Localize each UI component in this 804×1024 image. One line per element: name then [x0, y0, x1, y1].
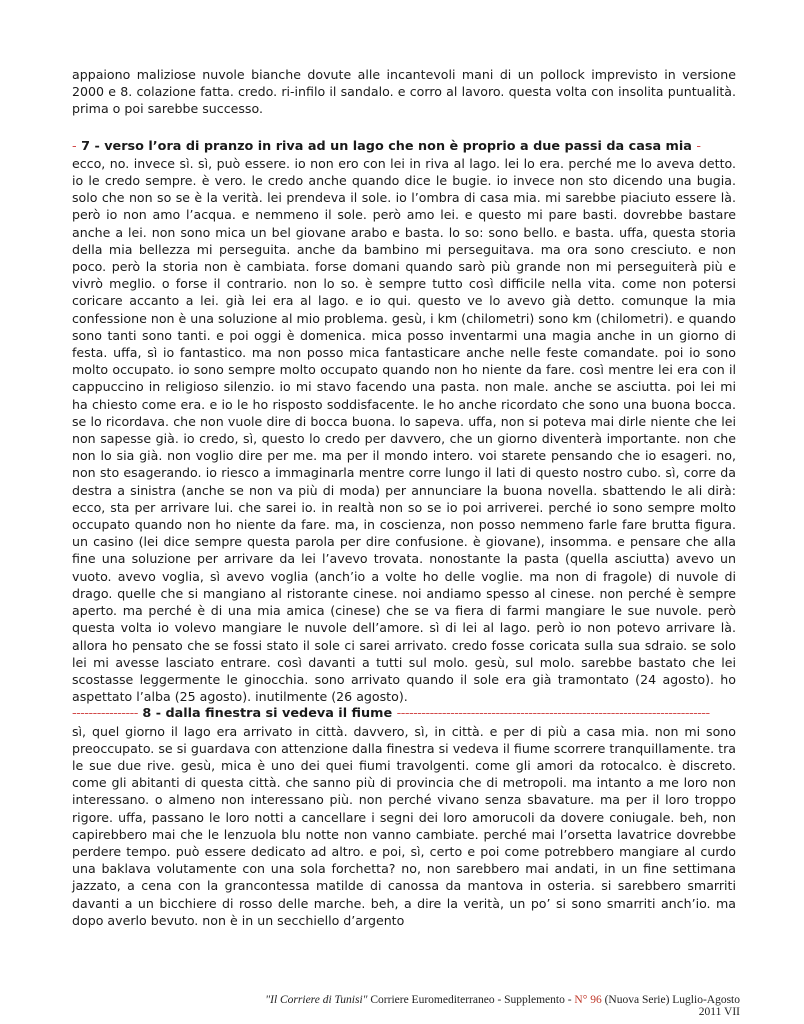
section-7-heading — [72, 138, 736, 155]
section-8-body-part-2: beh, non capirebbero mai che le lenzuola blu notte non vanno cambiate. perché mai l’orsetta lavatrice dovrebbe perdere tempo. può essere dedicato ad altro. e poi, sì, certo e poi come potrebbero mangiare al curdo una baklava volutamente con una sola forchetta? no, non sarebbero mai andati, in un fine settimana jazzato, a cena con la grancontessa matilde di canossa da mantova in osteria. si sarebbero smarriti davanti a un bicchiere di rosso delle marche. beh, a dire la verità, un po’ si sono smarriti anch’io. ma dopo averlo bevuto. non è in un secchiello d’argento — [72, 809, 736, 928]
intro-paragraph: appaiono maliziose nuvole bianche dovute alle incantevoli mani di un pollock imprevisto in versione 2000 e 8. colazione fatta. credo. ri-infilo il sandalo. e corro al lavoro. questa volta con insolita puntualità. prima o poi sarebbe successo. — [72, 67, 736, 117]
footer-text: Corriere Euromediterraneo - Supplemento - — [367, 994, 575, 1006]
footer-edition: (Nuova Serie) Luglio-Agosto 2011 VII — [601, 994, 740, 1018]
section-8-body — [72, 723, 736, 929]
section-7-prefix: - — [72, 138, 77, 154]
section-7-suffix: - — [696, 138, 702, 154]
section-7-title: 7 - verso l’ora di pranzo in riva ad un lago che non è proprio a due passi da casa mia — [81, 138, 692, 154]
section-8-title: 8 - dalla finestra si vedeva il fiume — [142, 706, 393, 722]
footer-issue-number: N° 96 — [574, 994, 602, 1006]
section-8-body-part-1: sì, quel giorno il lago era arrivato in città. davvero, sì, in città. e per di più a casa mia. non mi sono preoccupato. se si guardava con attenzione dalla finestra si vedeva il fiume scorrere tranquillamente. tra le sue due rive. gesù, mica è uno dei quei fiumi travolgenti. come gli amori da rotocalco. è discreto. come gli abitanti di questa città. che sanno più di provincia che di metropoli. ma intanto a me loro non interessano. o almeno non interessano più. non perché vivano senza sbavature. ma per il loro troppo rigore. uffa, passano le loro notti a cancellare i segni dei loro — [72, 723, 736, 825]
page-footer — [250, 994, 740, 1018]
footer-publication-title: "Il Corriere di Tunisi" — [265, 994, 368, 1006]
section-8-rule-left: ---------------- — [72, 706, 138, 722]
section-8-heading — [72, 705, 736, 722]
section-8-rule-right: ---------------------------------------------------------------------------- — [396, 706, 710, 722]
article-page — [72, 66, 736, 929]
section-7-body: ecco, no. invece sì. sì, può essere. io non ero con lei in riva al lago. lei lo era. perché me lo aveva detto. io le credo sempre. è vero. le credo anche quando dice le bugie. io invece non sto dicendo una bugia. solo che non so se è la verità. lei prendeva il sole. io l’ombra di casa mia. mi sarebbe piaciuto essere là. però io non amo l’acqua. e nemmeno il sole. però amo lei. e questo mi pare basti. dovrebbe bastare anche a lei. non sono mica un bel giovane arabo e basta. lo so: sono bello. e basta. uffa, questa storia della mia bellezza mi perseguita. anche da bambino mi perseguitava. ma ora sono cresciuto. e non poco. però la storia non è cambiata. forse domani quando sarò più grande non mi perseguiterà più e vivrò meglio. o forse il contrario. non lo so. è sempre tutto così difficile nella vita. come non potersi coricare accanto a lei. già lei era al lago. e io qui. questo ve lo avevo già detto. comunque la mia confessione non è una soluzione al mio problema. gesù, i km (chilometri) sono km (chilometri). e quando sono tanti sono tanti. e poi oggi è domenica. mica posso inventarmi una magia anche in un giorno di festa. uffa, sì io fantastico. ma non posso mica fantasticare anche nelle feste comandate. poi io sono molto occupato. io sono sempre molto occupato quando non ho niente da fare. così mentre lei era con il cappuccino in religioso silenzio. io mi stavo facendo una pasta. non male. anche se asciutta. poi lei mi ha chiesto come era. e io le ho risposto soddisfacente. le ho anche ricordato che sono una buona bocca. se lo ricordava. che non vuole dire di bocca buona. lo sapeva. uffa, non si poteva mai dirle niente che lei non sapesse già. io credo, sì, questo lo credo per davvero, che un giorno diventerà importante. non che non lo sia già. non voglio dire per me. ma per il mondo intero. voi starete pensando che io esageri. no, non sto esagerando. io riesco a immaginarla mentre corre lungo il lati di questo nostro cubo. sì, corre da destra a sinistra (anche se non va più di moda) per annunciare la buona novella. sbattendo le ali dirà: ecco, sta per arrivare lui. che sarei io. in realtà non so se io poi arriverei. perché io sono sempre molto occupato quando non ho niente da fare. ma, in coscienza, non posso nemmeno farle fare brutta figura. un casino (lei dice sempre questa parola per dire confusione. è giovane), insomma. e pensare che alla fine una soluzione per arrivare da lei l’avevo trovata. nonostante la pasta (quella asciutta) avevo un vuoto. avevo voglia, sì avevo voglia (anch’io a volte ho delle voglie. ma non di fragole) di nuvole di drago. quelle che si mangiano al ristorante cinese. noi andiamo spesso al cinese. non perché è sempre aperto. ma perché è di una mia amica (cinese) che se va fiera di farmi mangiare le sue nuvole. però questa volta io volevo mangiare le nuvole dell’amore. sì di lei al lago. però io non potevo arrivare là. allora ho pensato che se fossi stato il sole ci sarei arrivato. credo fosse coricata sulla sua sdraio. se solo lei mi avesse lasciato entrare. così davanti a tutti sul molo. gesù, sul molo. sarebbe bastato che lei scostasse leggermente le ginocchia. sono arrivato quando il sole era già tramontato (24 agosto). ho aspettato l’alba (25 agosto). inutilmente (26 agosto). — [72, 155, 736, 705]
section-8-body-highlight: amorucoli da dovere coniugale. — [472, 809, 675, 825]
